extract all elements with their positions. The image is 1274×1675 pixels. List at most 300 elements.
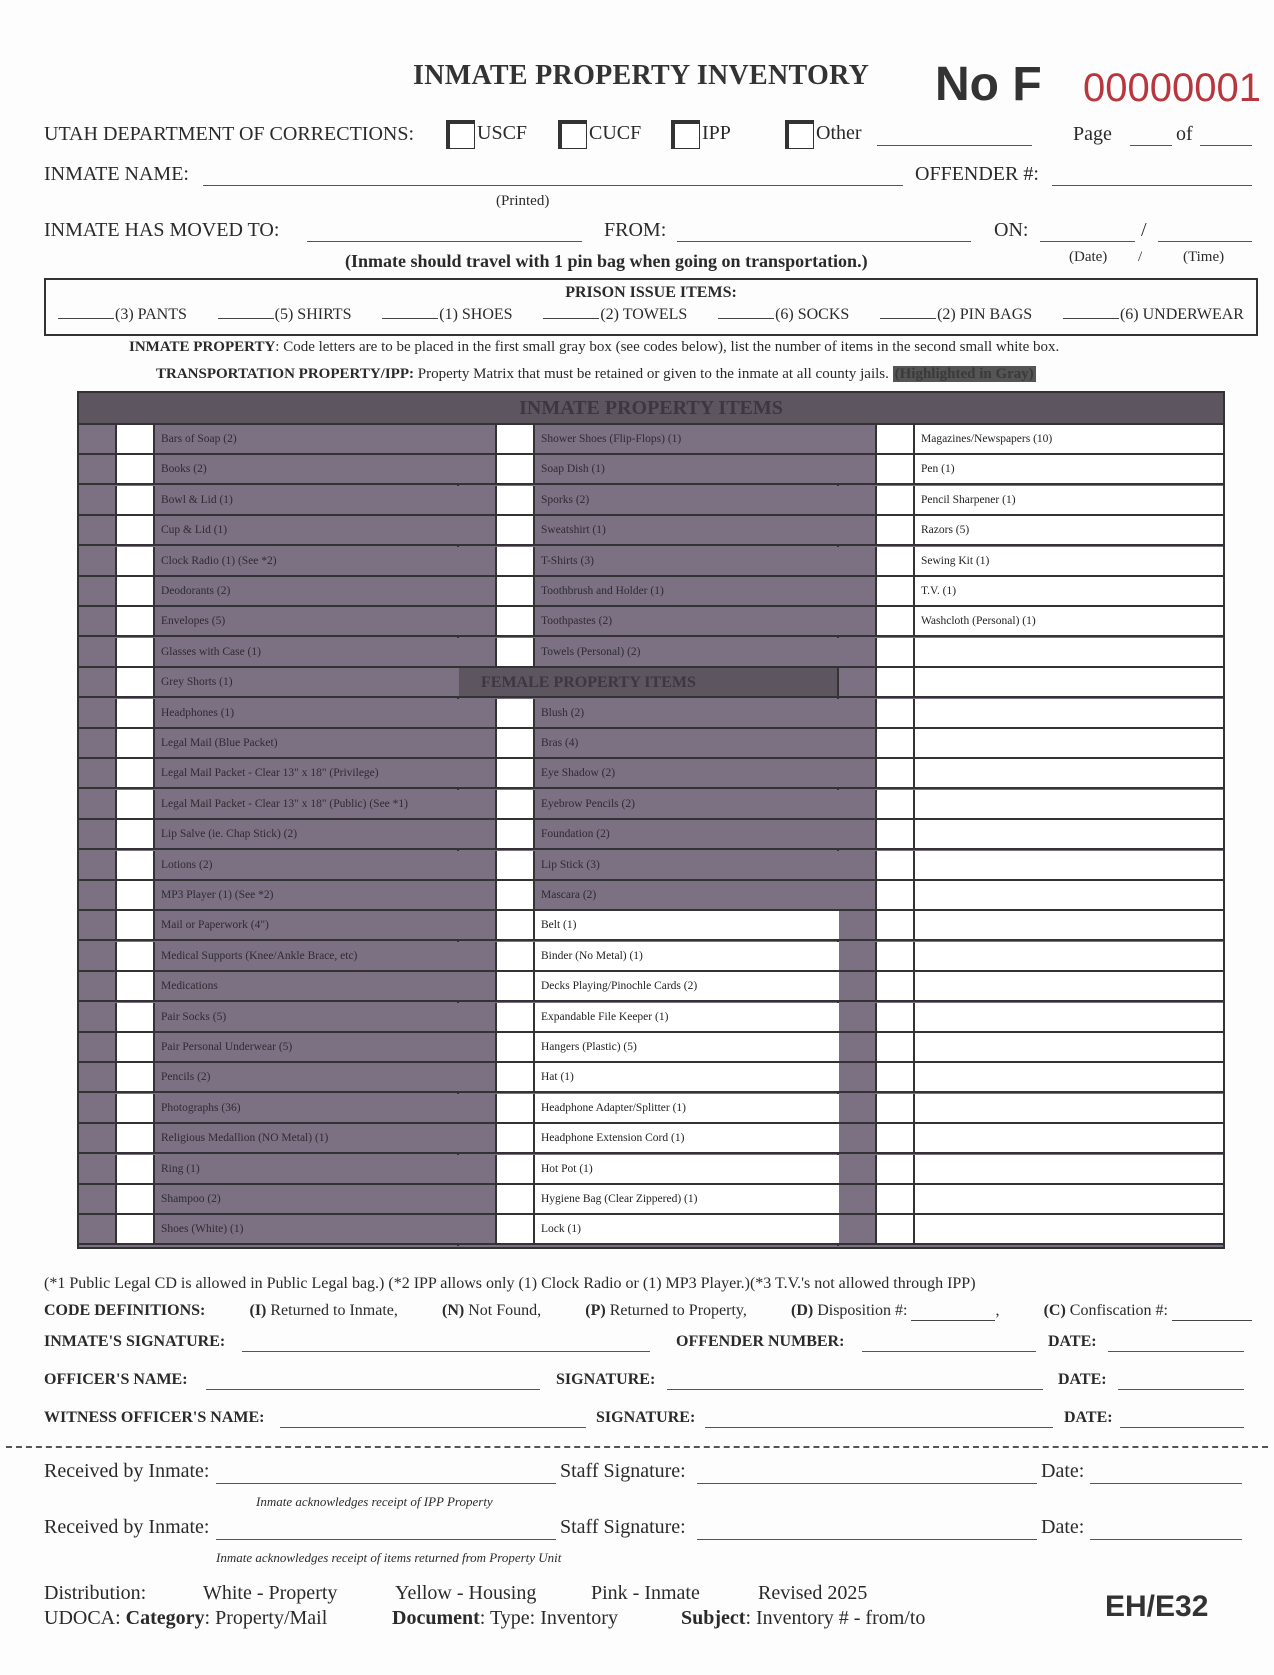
table-row xyxy=(79,668,459,698)
date-field-2[interactable] xyxy=(1118,1373,1244,1390)
count-box[interactable] xyxy=(877,851,915,879)
count-box[interactable] xyxy=(877,577,915,605)
item-label xyxy=(915,790,1223,818)
prison-issue-item[interactable]: (2) TOWELS xyxy=(543,306,687,324)
code-box[interactable] xyxy=(79,729,117,757)
code-box[interactable] xyxy=(79,942,117,970)
count-box[interactable] xyxy=(117,668,155,696)
code-box[interactable] xyxy=(839,455,877,483)
item-label: Eyebrow Pencils (2) xyxy=(535,790,839,818)
table-row xyxy=(459,1003,839,1033)
ack-ipp-note: Inmate acknowledges receipt of IPP Property xyxy=(256,1494,493,1509)
printed-note: (Printed) xyxy=(496,193,550,209)
ack-property-note: Inmate acknowledges receipt of items returned from Property Unit xyxy=(216,1550,562,1565)
code-box[interactable] xyxy=(839,577,877,605)
date-field[interactable] xyxy=(1040,223,1135,242)
table-row xyxy=(459,1124,839,1154)
code-box[interactable] xyxy=(459,1003,497,1031)
prison-issue-item[interactable]: (6) SOCKS xyxy=(718,306,849,324)
prison-issue-item[interactable]: (1) SHOES xyxy=(382,306,512,324)
page-total-field[interactable] xyxy=(1200,127,1252,146)
code-box[interactable] xyxy=(839,486,877,514)
item-label xyxy=(915,942,1223,970)
code-box[interactable] xyxy=(839,1185,877,1213)
count-box[interactable] xyxy=(877,1124,915,1152)
code-box[interactable] xyxy=(839,820,877,848)
item-label: Sporks (2) xyxy=(535,486,839,514)
table-row xyxy=(459,851,839,881)
code-box[interactable] xyxy=(459,699,497,727)
count-box[interactable] xyxy=(497,1063,535,1091)
item-label xyxy=(915,1124,1223,1152)
code-box[interactable] xyxy=(839,607,877,635)
property-column-1 xyxy=(79,425,459,1246)
count-box[interactable] xyxy=(877,1094,915,1122)
count-box[interactable] xyxy=(117,699,155,727)
count-box[interactable] xyxy=(877,881,915,909)
count-box[interactable] xyxy=(877,607,915,635)
count-box[interactable] xyxy=(877,911,915,939)
code-box[interactable] xyxy=(459,851,497,879)
count-box[interactable] xyxy=(877,759,915,787)
code-box[interactable] xyxy=(79,972,117,1000)
code-box[interactable] xyxy=(839,516,877,544)
code-box[interactable] xyxy=(79,455,117,483)
count-box[interactable] xyxy=(117,942,155,970)
table-row xyxy=(79,972,459,1002)
item-label: T.V. (1) xyxy=(915,577,1223,605)
table-row xyxy=(79,1185,459,1215)
count-box[interactable] xyxy=(497,516,535,544)
count-box[interactable] xyxy=(877,486,915,514)
table-row xyxy=(459,759,839,789)
item-label xyxy=(915,820,1223,848)
udoca-document: Document: Type: Inventory xyxy=(392,1607,618,1629)
count-box[interactable] xyxy=(497,729,535,757)
item-label: Bowl & Lid (1) xyxy=(155,486,459,514)
count-box[interactable] xyxy=(497,577,535,605)
code-box[interactable] xyxy=(79,911,117,939)
count-box[interactable] xyxy=(117,1094,155,1122)
table-row xyxy=(459,972,839,1002)
count-box[interactable] xyxy=(497,881,535,909)
count-box[interactable] xyxy=(497,699,535,727)
count-box[interactable] xyxy=(117,1155,155,1183)
count-box[interactable] xyxy=(877,1215,915,1243)
code-box[interactable] xyxy=(79,1063,117,1091)
item-label xyxy=(915,1185,1223,1213)
code-box[interactable] xyxy=(79,668,117,696)
facility-other[interactable]: Other xyxy=(785,120,862,149)
table-row xyxy=(839,638,1223,668)
officer-signature-field[interactable] xyxy=(667,1373,1043,1390)
item-label: Religious Medallion (NO Metal) (1) xyxy=(155,1124,459,1152)
checkbox-ipp[interactable] xyxy=(671,120,700,149)
count-box[interactable] xyxy=(117,1124,155,1152)
count-box[interactable] xyxy=(117,607,155,635)
count-box[interactable] xyxy=(117,577,155,605)
code-box[interactable] xyxy=(79,1033,117,1061)
checkbox-other[interactable] xyxy=(785,120,814,149)
transport-instruction: TRANSPORTATION PROPERTY/IPP: Property Matrix that must be retained or given to the inmate at all county jails. (Highlighted in Gray) xyxy=(156,366,1034,382)
table-row xyxy=(459,1155,839,1185)
code-box[interactable] xyxy=(459,1094,497,1122)
item-label xyxy=(915,881,1223,909)
code-box[interactable] xyxy=(79,486,117,514)
code-box[interactable] xyxy=(459,638,497,666)
code-box[interactable] xyxy=(79,759,117,787)
count-box[interactable] xyxy=(877,1003,915,1031)
count-box[interactable] xyxy=(497,972,535,1000)
code-box[interactable] xyxy=(839,1094,877,1122)
department-label: UTAH DEPARTMENT OF CORRECTIONS: xyxy=(44,123,415,145)
count-box[interactable] xyxy=(877,820,915,848)
offender-number-field[interactable] xyxy=(1052,167,1252,186)
tear-line xyxy=(6,1446,1268,1448)
count-box[interactable] xyxy=(117,881,155,909)
female-items-header: FEMALE PROPERTY ITEMS xyxy=(459,668,837,698)
table-row xyxy=(79,911,459,941)
code-box[interactable] xyxy=(79,516,117,544)
facility-ipp[interactable]: IPP xyxy=(671,120,731,149)
item-label: Lotions (2) xyxy=(155,851,459,879)
table-row xyxy=(79,1003,459,1033)
code-box[interactable] xyxy=(839,1124,877,1152)
highlight-note: (Highlighted in Gray) xyxy=(894,366,1034,382)
item-label: Sewing Kit (1) xyxy=(915,547,1223,575)
item-label: Washcloth (Personal) (1) xyxy=(915,607,1223,635)
count-box[interactable] xyxy=(117,972,155,1000)
code-box[interactable] xyxy=(459,881,497,909)
code-box[interactable] xyxy=(79,425,117,453)
from-field[interactable] xyxy=(677,223,971,242)
receipt-date-label-2: Date: xyxy=(1041,1516,1085,1538)
code-box[interactable] xyxy=(459,1063,497,1091)
code-box[interactable] xyxy=(839,638,877,666)
confiscation-field[interactable] xyxy=(1172,1302,1252,1321)
code-box[interactable] xyxy=(839,1033,877,1061)
count-box[interactable] xyxy=(497,547,535,575)
count-box[interactable] xyxy=(117,1185,155,1213)
property-column-2 xyxy=(459,425,839,1246)
count-box[interactable] xyxy=(117,486,155,514)
item-label xyxy=(915,1215,1223,1243)
item-label xyxy=(915,699,1223,727)
count-box[interactable] xyxy=(877,729,915,757)
inmate-name-field[interactable] xyxy=(203,167,903,186)
code-box[interactable] xyxy=(459,486,497,514)
item-label: Expandable File Keeper (1) xyxy=(535,1003,839,1031)
code-box[interactable] xyxy=(839,1215,877,1243)
receipt-date-field-2[interactable] xyxy=(1090,1519,1242,1540)
code-box[interactable] xyxy=(839,881,877,909)
count-box[interactable] xyxy=(117,455,155,483)
date-time-note-separator: / xyxy=(1138,249,1143,265)
date-field-1[interactable] xyxy=(1108,1335,1244,1352)
table-row xyxy=(459,820,839,850)
code-box[interactable] xyxy=(459,607,497,635)
code-box[interactable] xyxy=(79,607,117,635)
count-box[interactable] xyxy=(117,759,155,787)
count-box[interactable] xyxy=(877,668,915,696)
code-box[interactable] xyxy=(839,1063,877,1091)
inmate-signature-field[interactable] xyxy=(242,1335,650,1352)
witness-signature-field[interactable] xyxy=(705,1411,1053,1428)
code-box[interactable] xyxy=(459,1124,497,1152)
code-box[interactable] xyxy=(459,516,497,544)
count-box[interactable] xyxy=(497,425,535,453)
code-box[interactable] xyxy=(79,1003,117,1031)
code-box[interactable] xyxy=(459,425,497,453)
table-row xyxy=(79,516,459,546)
offender-number-field-2[interactable] xyxy=(862,1335,1036,1352)
item-label: Magazines/Newspapers (10) xyxy=(915,425,1223,453)
prison-issue-item[interactable]: (5) SHIRTS xyxy=(218,306,352,324)
count-box[interactable] xyxy=(117,425,155,453)
table-row xyxy=(79,699,459,729)
code-box[interactable] xyxy=(839,729,877,757)
table-row xyxy=(79,790,459,820)
inmate-name-label: INMATE NAME: xyxy=(44,163,189,185)
table-row xyxy=(79,455,459,485)
item-label: Ring (1) xyxy=(155,1155,459,1183)
count-box[interactable] xyxy=(497,1094,535,1122)
time-note: (Time) xyxy=(1183,249,1225,265)
code-box[interactable] xyxy=(839,1003,877,1031)
count-box[interactable] xyxy=(877,425,915,453)
code-box[interactable] xyxy=(839,790,877,818)
of-label: of xyxy=(1176,123,1193,145)
count-box[interactable] xyxy=(497,911,535,939)
count-box[interactable] xyxy=(877,1185,915,1213)
count-box[interactable] xyxy=(117,1033,155,1061)
code-box[interactable] xyxy=(459,942,497,970)
code-box[interactable] xyxy=(459,759,497,787)
count-box[interactable] xyxy=(117,729,155,757)
count-box[interactable] xyxy=(497,1185,535,1213)
count-box[interactable] xyxy=(117,1003,155,1031)
count-box[interactable] xyxy=(497,486,535,514)
count-box[interactable] xyxy=(497,1124,535,1152)
disposition-field[interactable] xyxy=(911,1302,995,1321)
item-label: Legal Mail Packet - Clear 13" x 18" (Public) (See *1) xyxy=(155,790,459,818)
table-row xyxy=(839,1003,1223,1033)
count-box[interactable] xyxy=(877,638,915,666)
form-title: INMATE PROPERTY INVENTORY xyxy=(413,60,870,91)
item-label xyxy=(915,1033,1223,1061)
form-code: EH/E32 xyxy=(1105,1590,1209,1623)
date-field-3[interactable] xyxy=(1120,1411,1244,1428)
other-facility-field[interactable] xyxy=(877,127,1032,146)
code-box[interactable] xyxy=(839,699,877,727)
table-row xyxy=(839,699,1223,729)
count-box[interactable] xyxy=(117,638,155,666)
code-box[interactable] xyxy=(459,820,497,848)
time-field[interactable] xyxy=(1158,223,1252,242)
count-box[interactable] xyxy=(877,547,915,575)
code-box[interactable] xyxy=(839,972,877,1000)
count-box[interactable] xyxy=(497,607,535,635)
item-label: Binder (No Metal) (1) xyxy=(535,942,839,970)
table-row xyxy=(839,790,1223,820)
form-number-prefix: No F xyxy=(935,58,1042,111)
count-box[interactable] xyxy=(117,1215,155,1243)
count-box[interactable] xyxy=(497,1155,535,1183)
code-box[interactable] xyxy=(459,1155,497,1183)
code-box[interactable] xyxy=(839,1155,877,1183)
code-box[interactable] xyxy=(459,455,497,483)
count-box[interactable] xyxy=(877,1033,915,1061)
code-box[interactable] xyxy=(79,699,117,727)
item-label xyxy=(915,1003,1223,1031)
prison-issue-item[interactable]: (2) PIN BAGS xyxy=(880,306,1032,324)
code-box[interactable] xyxy=(79,851,117,879)
page-number-field[interactable] xyxy=(1130,127,1172,146)
item-label: Glasses with Case (1) xyxy=(155,638,459,666)
code-box[interactable] xyxy=(459,1033,497,1061)
item-label xyxy=(915,729,1223,757)
code-box[interactable] xyxy=(839,759,877,787)
facility-cucf[interactable]: CUCF xyxy=(558,120,641,149)
count-box[interactable] xyxy=(497,820,535,848)
code-box[interactable] xyxy=(839,425,877,453)
code-box[interactable] xyxy=(459,577,497,605)
moved-to-field[interactable] xyxy=(307,223,582,242)
staff-signature-field-2[interactable] xyxy=(697,1519,1037,1540)
code-box[interactable] xyxy=(459,972,497,1000)
count-box[interactable] xyxy=(877,699,915,727)
footnotes: (*1 Public Legal CD is allowed in Public Legal bag.) (*2 IPP allows only (1) Clock Radio or (1) MP3 Player.)(*3 T.V.'s not allowed through IPP) xyxy=(44,1275,976,1292)
count-box[interactable] xyxy=(497,790,535,818)
item-label: Sweatshirt (1) xyxy=(535,516,839,544)
received-signature-field-2[interactable] xyxy=(216,1519,556,1540)
count-box[interactable] xyxy=(877,1155,915,1183)
code-box[interactable] xyxy=(459,547,497,575)
witness-name-field[interactable] xyxy=(280,1411,586,1428)
facility-uscf[interactable]: USCF xyxy=(446,120,527,149)
checkbox-uscf[interactable] xyxy=(446,120,475,149)
table-row xyxy=(839,942,1223,972)
table-row xyxy=(839,1033,1223,1063)
item-label: Medications xyxy=(155,972,459,1000)
item-label: Mascara (2) xyxy=(535,881,839,909)
count-box[interactable] xyxy=(497,759,535,787)
code-box[interactable] xyxy=(459,729,497,757)
code-box[interactable] xyxy=(79,1155,117,1183)
inmate-signature-label: INMATE'S SIGNATURE: xyxy=(44,1333,226,1350)
staff-signature-field-1[interactable] xyxy=(697,1463,1037,1484)
item-label xyxy=(915,1063,1223,1091)
code-box[interactable] xyxy=(79,638,117,666)
date-label-1: DATE: xyxy=(1048,1333,1097,1350)
code-box[interactable] xyxy=(459,1215,497,1243)
table-row xyxy=(839,1094,1223,1124)
table-row xyxy=(459,1033,839,1063)
count-box[interactable] xyxy=(877,972,915,1000)
count-box[interactable] xyxy=(877,455,915,483)
item-label: Hot Pot (1) xyxy=(535,1155,839,1183)
item-label: Legal Mail Packet - Clear 13" x 18" (Privilege) xyxy=(155,759,459,787)
item-label xyxy=(915,972,1223,1000)
code-box[interactable] xyxy=(459,911,497,939)
code-box[interactable] xyxy=(79,1094,117,1122)
code-box[interactable] xyxy=(79,790,117,818)
count-box[interactable] xyxy=(497,455,535,483)
count-box[interactable] xyxy=(877,1063,915,1091)
code-box[interactable] xyxy=(79,547,117,575)
count-box[interactable] xyxy=(497,1033,535,1061)
table-row xyxy=(79,942,459,972)
count-box[interactable] xyxy=(117,547,155,575)
code-box[interactable] xyxy=(79,1185,117,1213)
table-row xyxy=(79,1124,459,1154)
item-label: Lip Salve (ie. Chap Stick) (2) xyxy=(155,820,459,848)
count-box[interactable] xyxy=(117,851,155,879)
officer-name-field[interactable] xyxy=(206,1373,540,1390)
table-row xyxy=(839,547,1223,577)
count-box[interactable] xyxy=(497,638,535,666)
code-box[interactable] xyxy=(839,911,877,939)
code-box[interactable] xyxy=(839,942,877,970)
item-label: Pencil Sharpener (1) xyxy=(915,486,1223,514)
table-row xyxy=(79,881,459,911)
count-box[interactable] xyxy=(497,1003,535,1031)
code-box[interactable] xyxy=(839,851,877,879)
item-label xyxy=(915,638,1223,666)
item-label: Toothbrush and Holder (1) xyxy=(535,577,839,605)
count-box[interactable] xyxy=(117,516,155,544)
table-row xyxy=(459,547,839,577)
checkbox-cucf[interactable] xyxy=(558,120,587,149)
code-box[interactable] xyxy=(79,577,117,605)
item-label: Shower Shoes (Flip-Flops) (1) xyxy=(535,425,839,453)
code-definitions: CODE DEFINITIONS: (I) Returned to Inmate, (N) Not Found, (P) Returned to Property, (D) Disposition #: , (C) Confiscation #: xyxy=(44,1302,1252,1321)
count-box[interactable] xyxy=(497,851,535,879)
count-box[interactable] xyxy=(117,790,155,818)
count-box[interactable] xyxy=(877,942,915,970)
table-row xyxy=(79,486,459,516)
count-box[interactable] xyxy=(877,790,915,818)
receipt-date-field-1[interactable] xyxy=(1090,1463,1242,1484)
count-box[interactable] xyxy=(117,820,155,848)
item-label: Decks Playing/Pinochle Cards (2) xyxy=(535,972,839,1000)
count-box[interactable] xyxy=(497,1215,535,1243)
item-label: Legal Mail (Blue Packet) xyxy=(155,729,459,757)
code-box[interactable] xyxy=(79,881,117,909)
prison-issue-item[interactable]: (6) UNDERWEAR xyxy=(1063,306,1244,324)
item-label: Pair Socks (5) xyxy=(155,1003,459,1031)
code-box[interactable] xyxy=(79,1215,117,1243)
code-box[interactable] xyxy=(459,1185,497,1213)
table-row xyxy=(79,1215,459,1245)
code-box[interactable] xyxy=(839,668,877,696)
item-label: Envelopes (5) xyxy=(155,607,459,635)
count-box[interactable] xyxy=(497,942,535,970)
count-box[interactable] xyxy=(117,1063,155,1091)
count-box[interactable] xyxy=(877,516,915,544)
count-box[interactable] xyxy=(117,911,155,939)
from-label: FROM: xyxy=(604,219,667,241)
received-signature-field-1[interactable] xyxy=(216,1463,556,1484)
item-label: Books (2) xyxy=(155,455,459,483)
received-label-2: Received by Inmate: xyxy=(44,1516,210,1538)
code-box[interactable] xyxy=(459,790,497,818)
code-box[interactable] xyxy=(839,547,877,575)
prison-issue-item[interactable]: (3) PANTS xyxy=(58,306,187,324)
code-box[interactable] xyxy=(79,1124,117,1152)
code-box[interactable] xyxy=(79,820,117,848)
item-label: Hat (1) xyxy=(535,1063,839,1091)
